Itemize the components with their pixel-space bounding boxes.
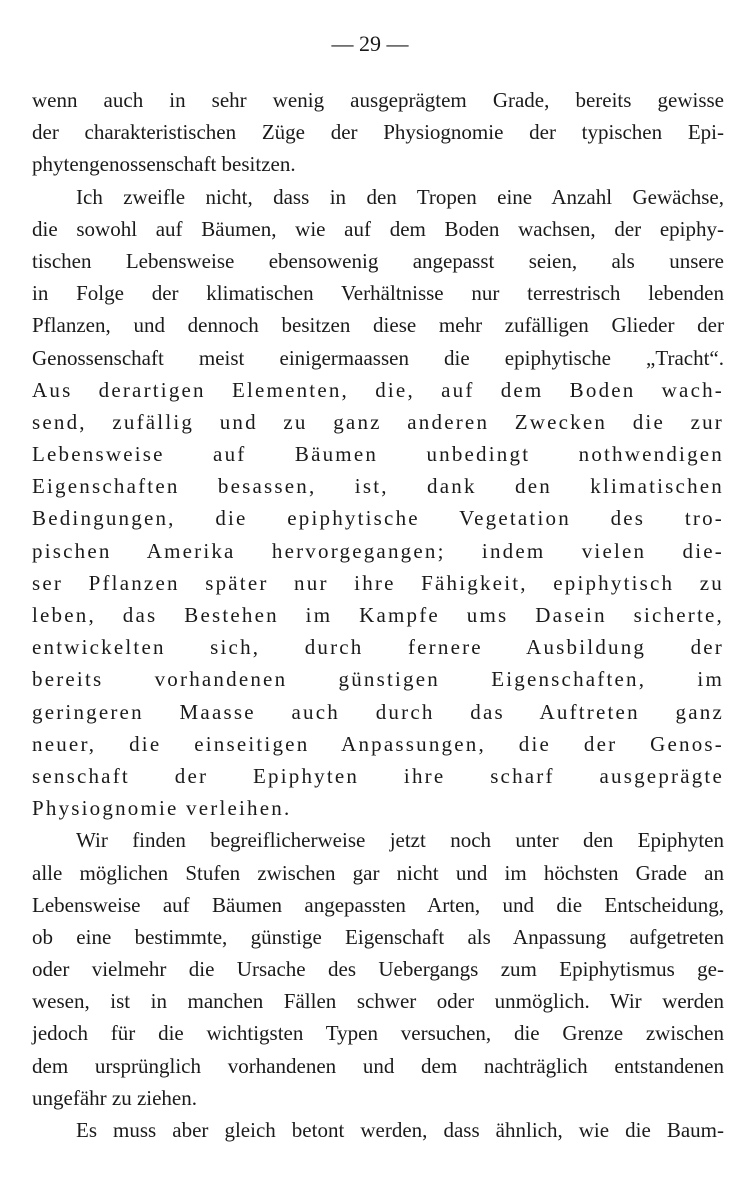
emphasized-line: senschaft der Epiphyten ihre scharf ausgeprägte bbox=[32, 763, 724, 788]
emphasized-line: Bedingungen, die epiphytische Vegetation des tro- bbox=[32, 506, 724, 531]
text-line: Genossenschaft meist einigermaassen die epiphytische „Tracht“. bbox=[32, 345, 724, 370]
text-line: dem ursprünglich vorhandenen und dem nachträglich entstandenen bbox=[32, 1053, 724, 1078]
body-text bbox=[32, 84, 724, 1146]
text-line: Lebensweise auf Bäumen angepassten Arten, und die Entscheidung, bbox=[32, 892, 724, 917]
text-line: phytengenossenschaft besitzen. bbox=[32, 152, 296, 177]
text-line: oder vielmehr die Ursache des Uebergangs zum Epiphytismus ge- bbox=[32, 957, 724, 982]
paragraph-start-line: Ich zweifle nicht, dass in den Tropen eine Anzahl Gewächse, bbox=[76, 184, 724, 209]
emphasized-line: geringeren Maasse auch durch das Auftreten ganz bbox=[32, 699, 724, 724]
emphasized-line: entwickelten sich, durch fernere Ausbildung der bbox=[32, 635, 724, 660]
emphasized-line: Lebensweise auf Bäumen unbedingt nothwendigen bbox=[32, 442, 724, 467]
emphasized-line: leben, das Bestehen im Kampfe ums Dasein sicherte, bbox=[32, 603, 724, 627]
emphasized-line: neuer, die einseitigen Anpassungen, die der Genos- bbox=[32, 731, 724, 756]
text-line: die sowohl auf Bäumen, wie auf dem Boden wachsen, der epiphy- bbox=[32, 216, 724, 241]
paragraph-start-line: Es muss aber gleich betont werden, dass ähnlich, wie die Baum- bbox=[76, 1118, 724, 1142]
emphasized-line: send, zufällig und zu ganz anderen Zwecken die zur bbox=[32, 409, 724, 434]
emphasized-line: Eigenschaften besassen, ist, dank den klimatischen bbox=[32, 474, 724, 499]
text-line: jedoch für die wichtigsten Typen versuchen, die Grenze zwischen bbox=[32, 1021, 724, 1046]
emphasized-line: Physiognomie verleihen. bbox=[32, 796, 292, 821]
text-line: der charakteristischen Züge der Physiognomie der typischen Epi- bbox=[32, 120, 724, 145]
text-line: in Folge der klimatischen Verhältnisse nur terrestrisch lebenden bbox=[32, 281, 724, 306]
page-number: — 29 — bbox=[331, 31, 409, 56]
emphasized-line: pischen Amerika hervorgegangen; indem vielen die- bbox=[32, 538, 724, 563]
text-line: tischen Lebensweise ebensowenig angepasst seien, als unsere bbox=[32, 248, 724, 273]
text-line: Pflanzen, und dennoch besitzen diese mehr zufälligen Glieder der bbox=[32, 313, 724, 338]
emphasized-line: ser Pflanzen später nur ihre Fähigkeit, epiphytisch zu bbox=[32, 570, 724, 595]
text-line: ungefähr zu ziehen. bbox=[32, 1085, 197, 1110]
text-line: ob eine bestimmte, günstige Eigenschaft als Anpassung aufgetreten bbox=[32, 924, 724, 949]
emphasized-line: Aus derartigen Elementen, die, auf dem Boden wach- bbox=[32, 377, 724, 402]
text-line: wesen, ist in manchen Fällen schwer oder unmöglich. Wir werden bbox=[32, 989, 724, 1014]
paragraph-start-line: Wir finden begreiflicherweise jetzt noch unter den Epiphyten bbox=[76, 828, 724, 853]
text-line: alle möglichen Stufen zwischen gar nicht und im höchsten Grade an bbox=[32, 860, 724, 885]
text-line: wenn auch in sehr wenig ausgeprägtem Grade, bereits gewisse bbox=[32, 88, 724, 112]
emphasized-line: bereits vorhandenen günstigen Eigenschaften, im bbox=[32, 667, 724, 692]
